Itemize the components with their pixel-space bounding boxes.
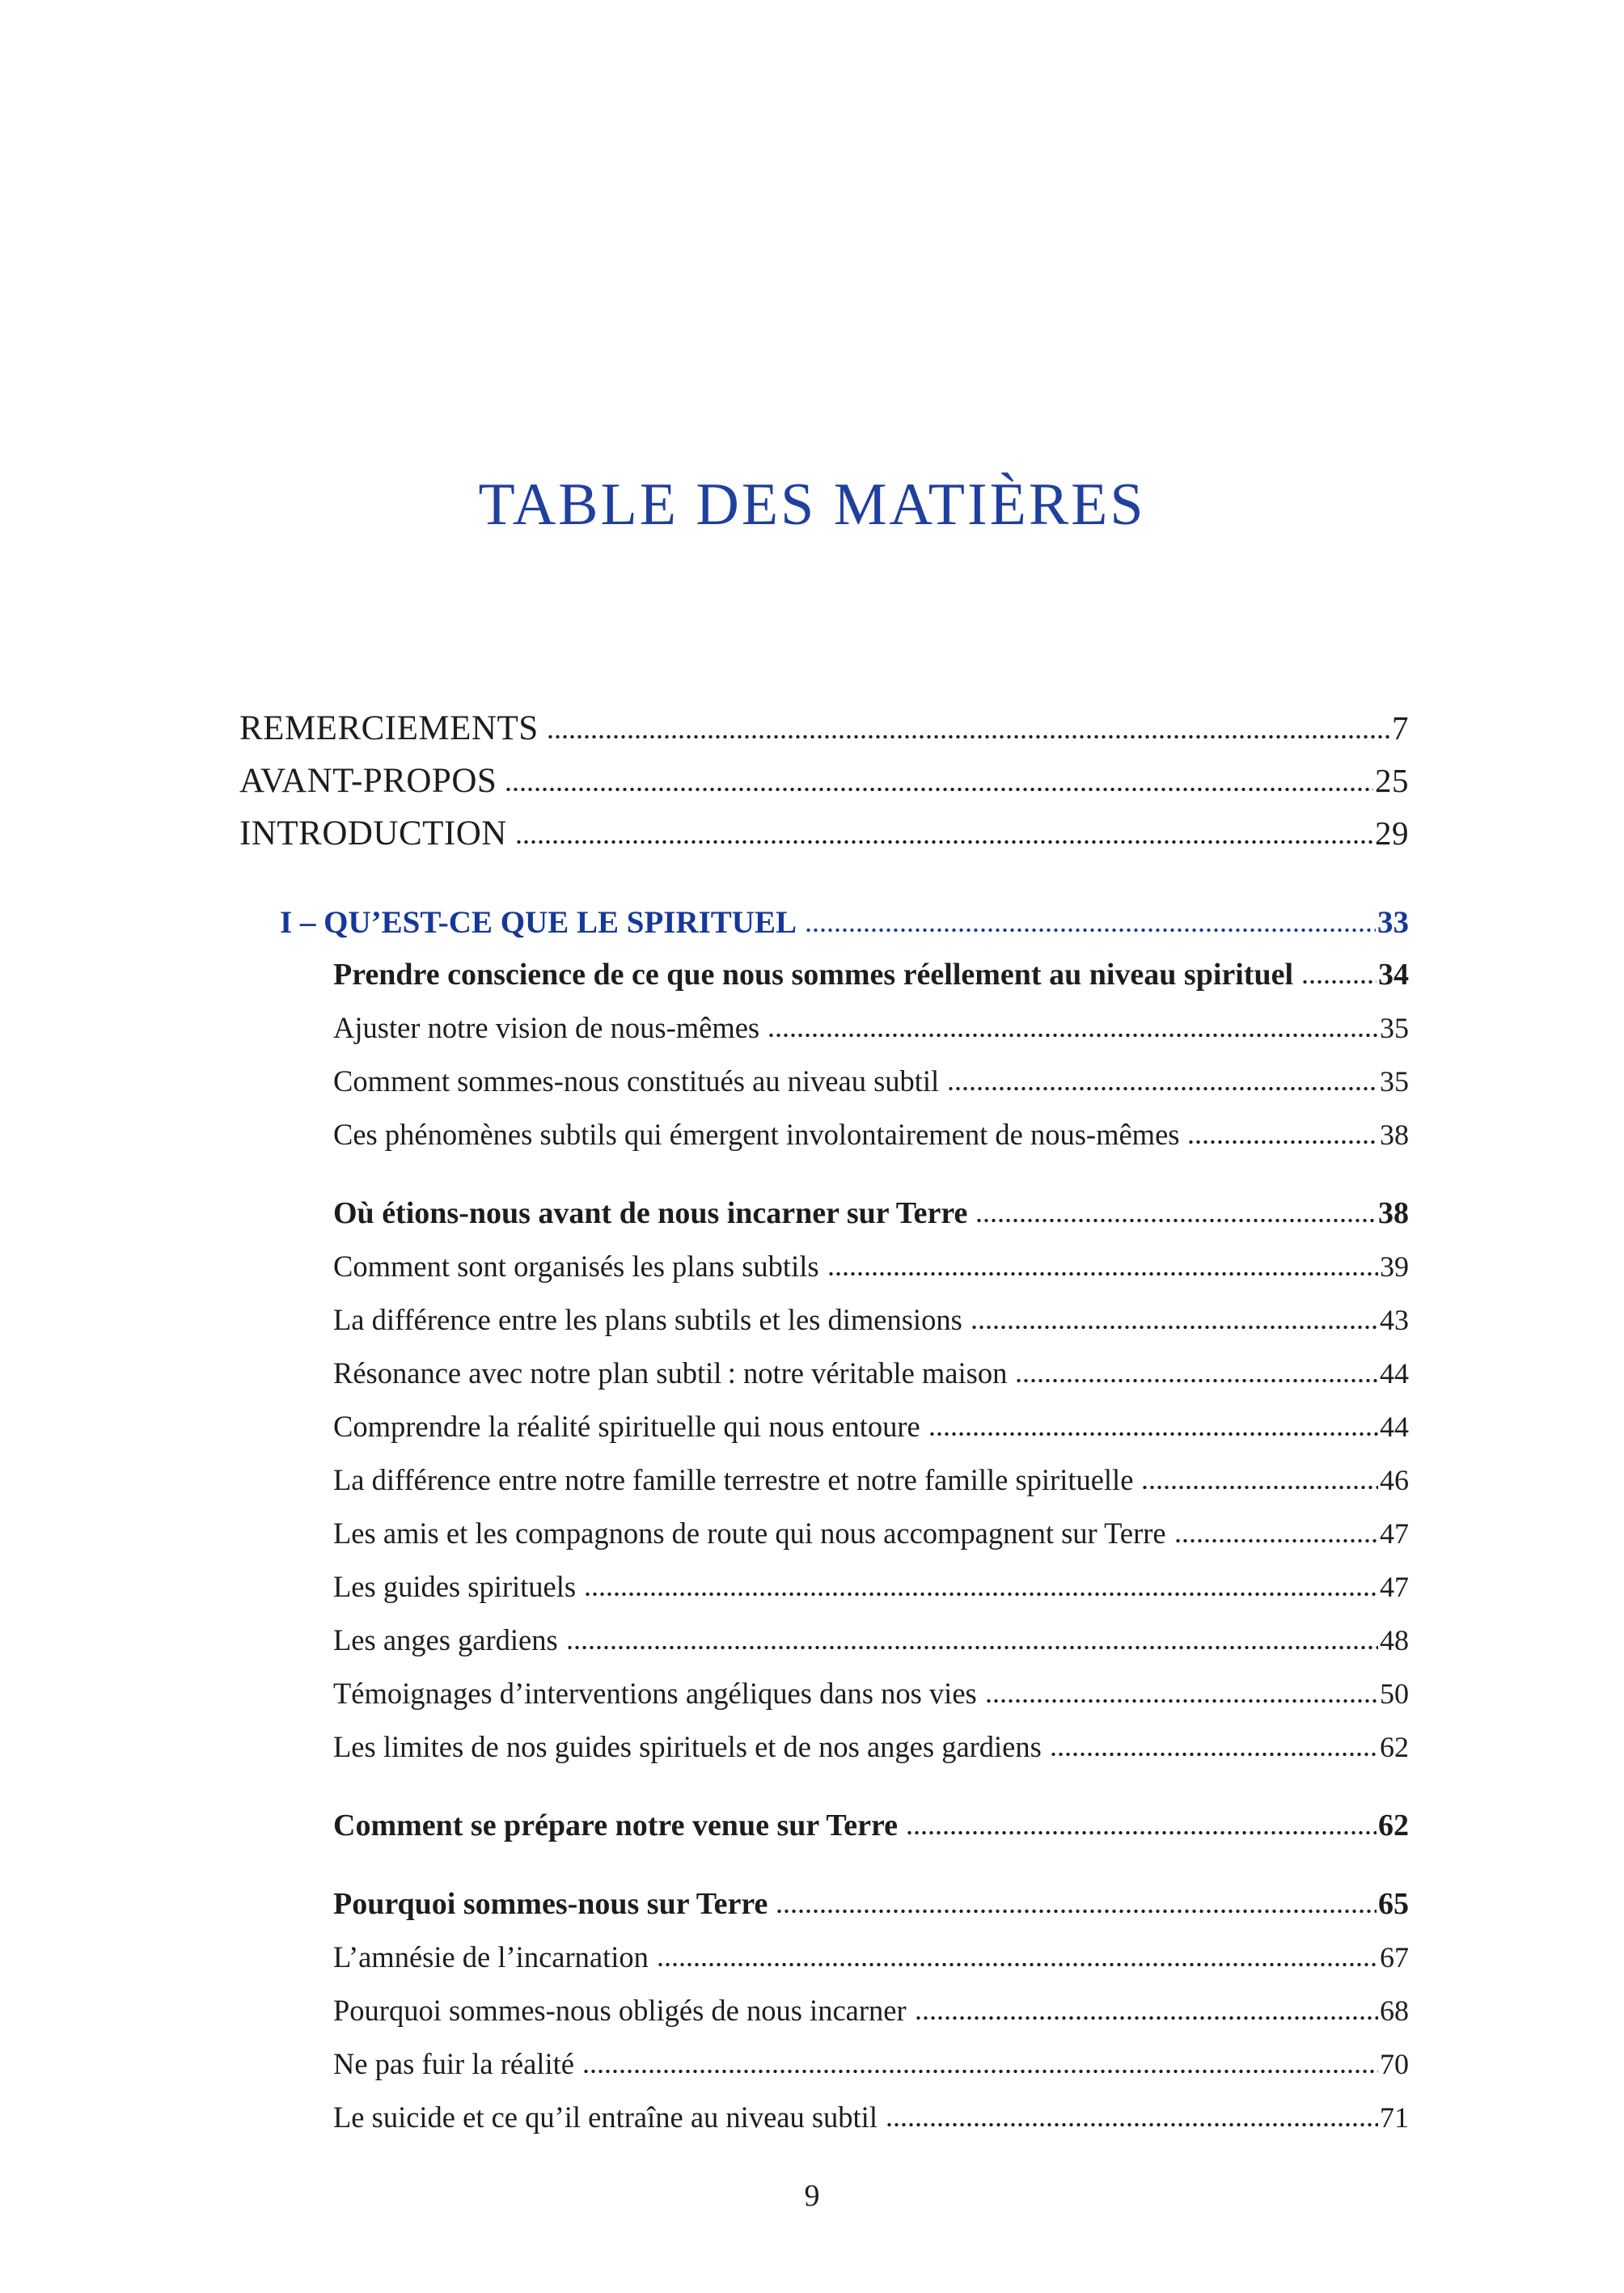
toc-row <box>333 1931 1409 1984</box>
dot-leader <box>1187 1139 1378 1145</box>
toc-row <box>333 1984 1409 2037</box>
toc-row <box>239 702 1409 755</box>
toc-row <box>333 949 1409 1001</box>
toc-entry-page: 7 <box>1392 709 1409 747</box>
toc-entry-label: Les anges gardiens <box>333 1623 558 1656</box>
toc-entry-label: Ces phénomènes subtils qui émergent involontairement de nous-mêmes <box>333 1118 1180 1151</box>
toc-entry-page: 62 <box>1378 1809 1409 1842</box>
page-title: TABLE DES MATIÈRES <box>478 472 1146 538</box>
dot-leader <box>547 734 1390 740</box>
toc-entry-label: La différence entre les plans subtils et les dimensions <box>333 1303 962 1336</box>
dot-leader <box>906 1830 1377 1836</box>
toc-entry-label: AVANT-PROPOS <box>239 762 497 800</box>
toc-entry-page: 67 <box>1380 1941 1409 1974</box>
toc-row <box>333 1614 1409 1667</box>
toc-entry-page: 44 <box>1380 1357 1409 1390</box>
toc-row <box>333 1878 1409 1931</box>
toc-entry-page: 48 <box>1380 1624 1409 1656</box>
dot-leader <box>928 1431 1378 1437</box>
toc-row <box>333 1187 1409 1240</box>
toc-entry-label: Résonance avec notre plan subtil : notre véritable maison <box>333 1356 1008 1390</box>
toc-entry-page: 62 <box>1380 1731 1409 1763</box>
toc-entry-page: 38 <box>1380 1119 1409 1151</box>
dot-leader <box>1174 1538 1378 1544</box>
toc-row <box>333 1347 1409 1400</box>
dot-leader <box>985 1698 1378 1704</box>
dot-leader <box>915 2015 1378 2021</box>
toc-row <box>333 1240 1409 1293</box>
toc-entry-label: INTRODUCTION <box>239 814 507 852</box>
dot-leader <box>947 1085 1378 1092</box>
toc-entry-page: 68 <box>1380 1995 1409 2027</box>
dot-leader <box>505 786 1373 793</box>
dot-leader <box>886 2122 1378 2128</box>
toc-entry-label: Les amis et les compagnons de route qui nous accompagnent sur Terre <box>333 1517 1166 1550</box>
dot-leader <box>582 2068 1378 2075</box>
toc-entry-label: Le suicide et ce qu’il entraîne au niveau subtil <box>333 2101 878 2134</box>
toc-row <box>239 755 1409 807</box>
toc-entry-label: Comment se prépare notre venue sur Terre <box>333 1809 898 1842</box>
dot-leader <box>975 1217 1377 1224</box>
toc-entry-label: Ne pas fuir la réalité <box>333 2047 574 2080</box>
toc-entry-label: Les limites de nos guides spirituels et de nos anges gardiens <box>333 1730 1042 1763</box>
toc-entry-label: REMERCIEMENTS <box>239 709 539 747</box>
toc-entry-label: Ajuster notre vision de nous-mêmes <box>333 1011 760 1044</box>
toc-entry-label: Prendre conscience de ce que nous sommes réellement au niveau spirituel <box>333 958 1294 992</box>
toc-entry-page: 35 <box>1380 1012 1409 1044</box>
toc-entry-label: L’amnésie de l’incarnation <box>333 1940 649 1974</box>
dot-leader <box>515 839 1373 845</box>
toc-entry-page: 70 <box>1380 2048 1409 2080</box>
toc-row <box>333 2091 1409 2144</box>
toc-entry-page: 47 <box>1380 1517 1409 1550</box>
toc-entry-page: 29 <box>1375 814 1409 852</box>
toc-entry-label: Comprendre la réalité spirituelle qui nous entoure <box>333 1410 920 1443</box>
toc-entry-page: 47 <box>1380 1571 1409 1603</box>
toc-entry-page: 71 <box>1380 2101 1409 2134</box>
toc-entry-page: 33 <box>1377 905 1409 940</box>
toc-entry-label: I – QU’EST-CE QUE LE SPIRITUEL <box>280 905 797 940</box>
dot-leader <box>566 1644 1378 1651</box>
toc-entry-page: 46 <box>1380 1464 1409 1496</box>
dot-leader <box>776 1908 1377 1914</box>
toc-entry-label: Les guides spirituels <box>333 1570 577 1603</box>
dot-leader <box>768 1032 1378 1039</box>
toc-row <box>333 2037 1409 2091</box>
toc-entry-label: Pourquoi sommes-nous obligés de nous incarner <box>333 1994 907 2027</box>
toc-entry-label: Témoignages d’interventions angéliques dans nos vies <box>333 1677 977 1710</box>
dot-leader <box>805 927 1376 933</box>
dot-leader <box>1015 1377 1378 1384</box>
toc-row <box>280 896 1409 949</box>
dot-leader <box>1141 1484 1378 1491</box>
toc-row <box>333 1055 1409 1108</box>
toc-entry-page: 35 <box>1380 1065 1409 1098</box>
toc-list <box>239 702 1409 2144</box>
dot-leader <box>971 1324 1378 1331</box>
toc-row <box>333 1560 1409 1614</box>
toc-row <box>333 1507 1409 1560</box>
dot-leader <box>584 1591 1378 1597</box>
toc-entry-page: 50 <box>1380 1677 1409 1710</box>
toc-entry-page: 25 <box>1375 762 1409 799</box>
toc-entry-page: 39 <box>1380 1250 1409 1283</box>
toc-entry-page: 65 <box>1378 1887 1409 1921</box>
toc-entry-label: Où étions-nous avant de nous incarner sur Terre <box>333 1196 968 1230</box>
dot-leader <box>1050 1751 1378 1758</box>
toc-row <box>333 1453 1409 1507</box>
dot-leader <box>657 1961 1378 1968</box>
dot-leader <box>1301 979 1377 985</box>
dot-leader <box>827 1271 1378 1277</box>
toc-entry-label: Comment sommes-nous constitués au niveau subtil <box>333 1064 940 1098</box>
toc-row <box>333 1800 1409 1852</box>
toc-entry-label: Comment sont organisés les plans subtils <box>333 1250 819 1283</box>
toc-entry-page: 44 <box>1380 1411 1409 1443</box>
toc-entry-page: 38 <box>1378 1196 1409 1230</box>
footer-page-number: 9 <box>804 2179 820 2213</box>
toc-row <box>333 1720 1409 1774</box>
toc-entry-label: La différence entre notre famille terrestre et notre famille spirituelle <box>333 1463 1134 1496</box>
toc-row <box>333 1001 1409 1055</box>
toc-entry-page: 43 <box>1380 1304 1409 1336</box>
toc-row <box>333 1667 1409 1720</box>
toc-row <box>333 1293 1409 1347</box>
toc-entry-page: 34 <box>1378 958 1409 992</box>
toc-row <box>239 807 1409 860</box>
toc-row <box>333 1108 1409 1161</box>
toc-row <box>333 1400 1409 1453</box>
toc-entry-label: Pourquoi sommes-nous sur Terre <box>333 1887 768 1921</box>
